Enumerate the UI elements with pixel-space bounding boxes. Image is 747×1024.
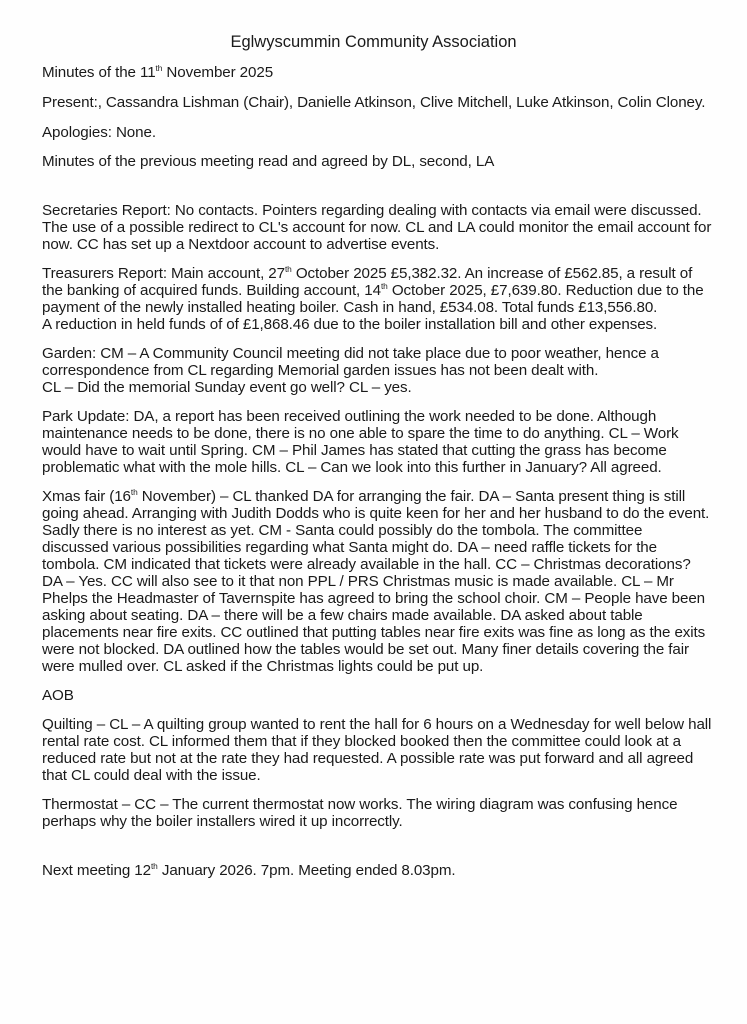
text-line: The use of a possible redirect to CL's account for now. CL and LA could monitor the email account for bbox=[42, 220, 712, 236]
text-line: Park Update: DA, a report has been received outlining the work needed to be done. Although bbox=[42, 409, 657, 425]
text-line bbox=[42, 65, 273, 82]
text-segment: January 2026. 7pm. Meeting ended 8.03pm. bbox=[157, 863, 456, 879]
text-segment: November) – CL thanked DA for arranging the fair. DA – Santa present thing is still bbox=[137, 489, 686, 505]
text-segment: October 2025 £5,382.32. An increase of £562.85, a result of bbox=[291, 266, 693, 282]
text-line: would have to wait until Spring. CM – Phil James has stated that cutting the grass has become bbox=[42, 443, 667, 459]
paragraph-minutes-date bbox=[42, 65, 273, 82]
paragraph-secretaries-report bbox=[42, 203, 711, 254]
text-line: reduced rate but not at the rate they had requested. A possible rate was put forward and all agreed bbox=[42, 751, 694, 767]
text-segment: Next meeting 12 bbox=[42, 863, 151, 879]
text-line: Apologies: None. bbox=[42, 125, 156, 141]
text-line: correspondence from CL regarding Memorial garden issues has not been dealt with. bbox=[42, 363, 599, 379]
text-segment: Xmas fair (16 bbox=[42, 489, 131, 505]
text-line: DA – Yes. CC will also see to it that non PPL / PRS Christmas music is made available. CL – Mr bbox=[42, 574, 674, 590]
text-line: tombola. CM indicated that tickets were already available in the hall. CC – Christmas decorations? bbox=[42, 557, 691, 573]
paragraph-previous-minutes bbox=[42, 154, 494, 171]
text-line: Garden: CM – A Community Council meeting did not take place due to poor weather, hence a bbox=[42, 346, 659, 362]
paragraph-xmas-fair bbox=[42, 489, 709, 676]
text-line: Phelps the Headmaster of Tavernspite has agreed to bring the school choir. CM – People have been bbox=[42, 591, 706, 607]
document-title: Eglwyscummin Community Association bbox=[230, 33, 517, 51]
paragraph-aob bbox=[42, 688, 74, 705]
text-line: Secretaries Report: No contacts. Pointers regarding dealing with contacts via email were discussed. bbox=[42, 203, 702, 219]
text-line: Present:, Cassandra Lishman (Chair), Danielle Atkinson, Clive Mitchell, Luke Atkinson, Colin Cloney. bbox=[42, 95, 706, 111]
text-line: maintenance needs to be done, there is no one able to spare the time to do anything. CL – Work bbox=[42, 426, 679, 442]
text-line bbox=[42, 863, 456, 880]
paragraph-apologies bbox=[42, 125, 156, 142]
ordinal-suffix: th bbox=[130, 488, 138, 497]
paragraph-thermostat bbox=[42, 797, 677, 831]
ordinal-suffix: th bbox=[380, 282, 388, 291]
text-line: Thermostat – CC – The current thermostat now works. The wiring diagram was confusing hence bbox=[42, 797, 678, 813]
text-segment: Minutes of the 11 bbox=[42, 65, 156, 81]
ordinal-suffix: th bbox=[155, 64, 163, 73]
text-segment: October 2025, £7,639.80. Reduction due to the bbox=[387, 283, 704, 299]
text-line: discussed various possibilities regarding what Santa might do. DA – need raffle tickets for the bbox=[42, 540, 657, 556]
paragraph-present bbox=[42, 95, 705, 112]
text-segment: the banking of acquired funds. Building account, 14 bbox=[42, 283, 381, 299]
text-line bbox=[42, 489, 709, 506]
text-line: that CL could deal with the issue. bbox=[42, 768, 261, 784]
text-line: asking about seating. DA – there will be a few chairs made available. DA asked about table bbox=[42, 608, 643, 624]
text-line: now. CC has set up a Nextdoor account to advertise events. bbox=[42, 237, 440, 253]
text-segment: Treasurers Report: Main account, 27 bbox=[42, 266, 285, 282]
text-line: perhaps why the boiler installers wired it up incorrectly. bbox=[42, 814, 403, 830]
text-line: Quilting – CL – A quilting group wanted to rent the hall for 6 hours on a Wednesday for well below hall bbox=[42, 717, 712, 733]
text-line: Minutes of the previous meeting read and agreed by DL, second, LA bbox=[42, 154, 495, 170]
paragraph-next-meeting bbox=[42, 863, 456, 880]
paragraph-park-update bbox=[42, 409, 679, 477]
ordinal-suffix: th bbox=[284, 265, 292, 274]
text-line: problematic what with the mole hills. CL – Can we look into this further in January? All agreed. bbox=[42, 460, 662, 476]
text-line bbox=[42, 283, 704, 300]
text-line: rental rate cost. CL informed them that if they blocked booked then the committee could look at a bbox=[42, 734, 681, 750]
text-line: placements near fire exits. CC outlined that putting tables near fire exits was fine as long as the exits bbox=[42, 625, 706, 641]
paragraph-quilting bbox=[42, 717, 711, 785]
text-line: payment of the newly installed heating boiler. Cash in hand, £534.08. Total funds £13,556.80. bbox=[42, 300, 658, 316]
text-line: CL – Did the memorial Sunday event go well? CL – yes. bbox=[42, 380, 412, 396]
text-line: were not blocked. DA outlined how the tables would be set out. Many finer details covering the fair bbox=[42, 642, 689, 658]
text-line: AOB bbox=[42, 688, 74, 704]
ordinal-suffix: th bbox=[150, 862, 158, 871]
paragraph-treasurers-report bbox=[42, 266, 704, 334]
text-line: were mulled over. CL asked if the Christmas lights could be put up. bbox=[42, 659, 484, 675]
text-line: going ahead. Arranging with Judith Dodds who is quite keen for her and her husband to do the event. bbox=[42, 506, 710, 522]
text-line bbox=[42, 266, 704, 283]
text-segment: November 2025 bbox=[162, 65, 274, 81]
paragraph-garden bbox=[42, 346, 659, 397]
text-line: A reduction in held funds of of £1,868.46 due to the boiler installation bill and other expenses. bbox=[42, 317, 658, 333]
text-line: Sadly there is no interest as yet. CM - Santa could possibly do the tombola. The committee bbox=[42, 523, 643, 539]
